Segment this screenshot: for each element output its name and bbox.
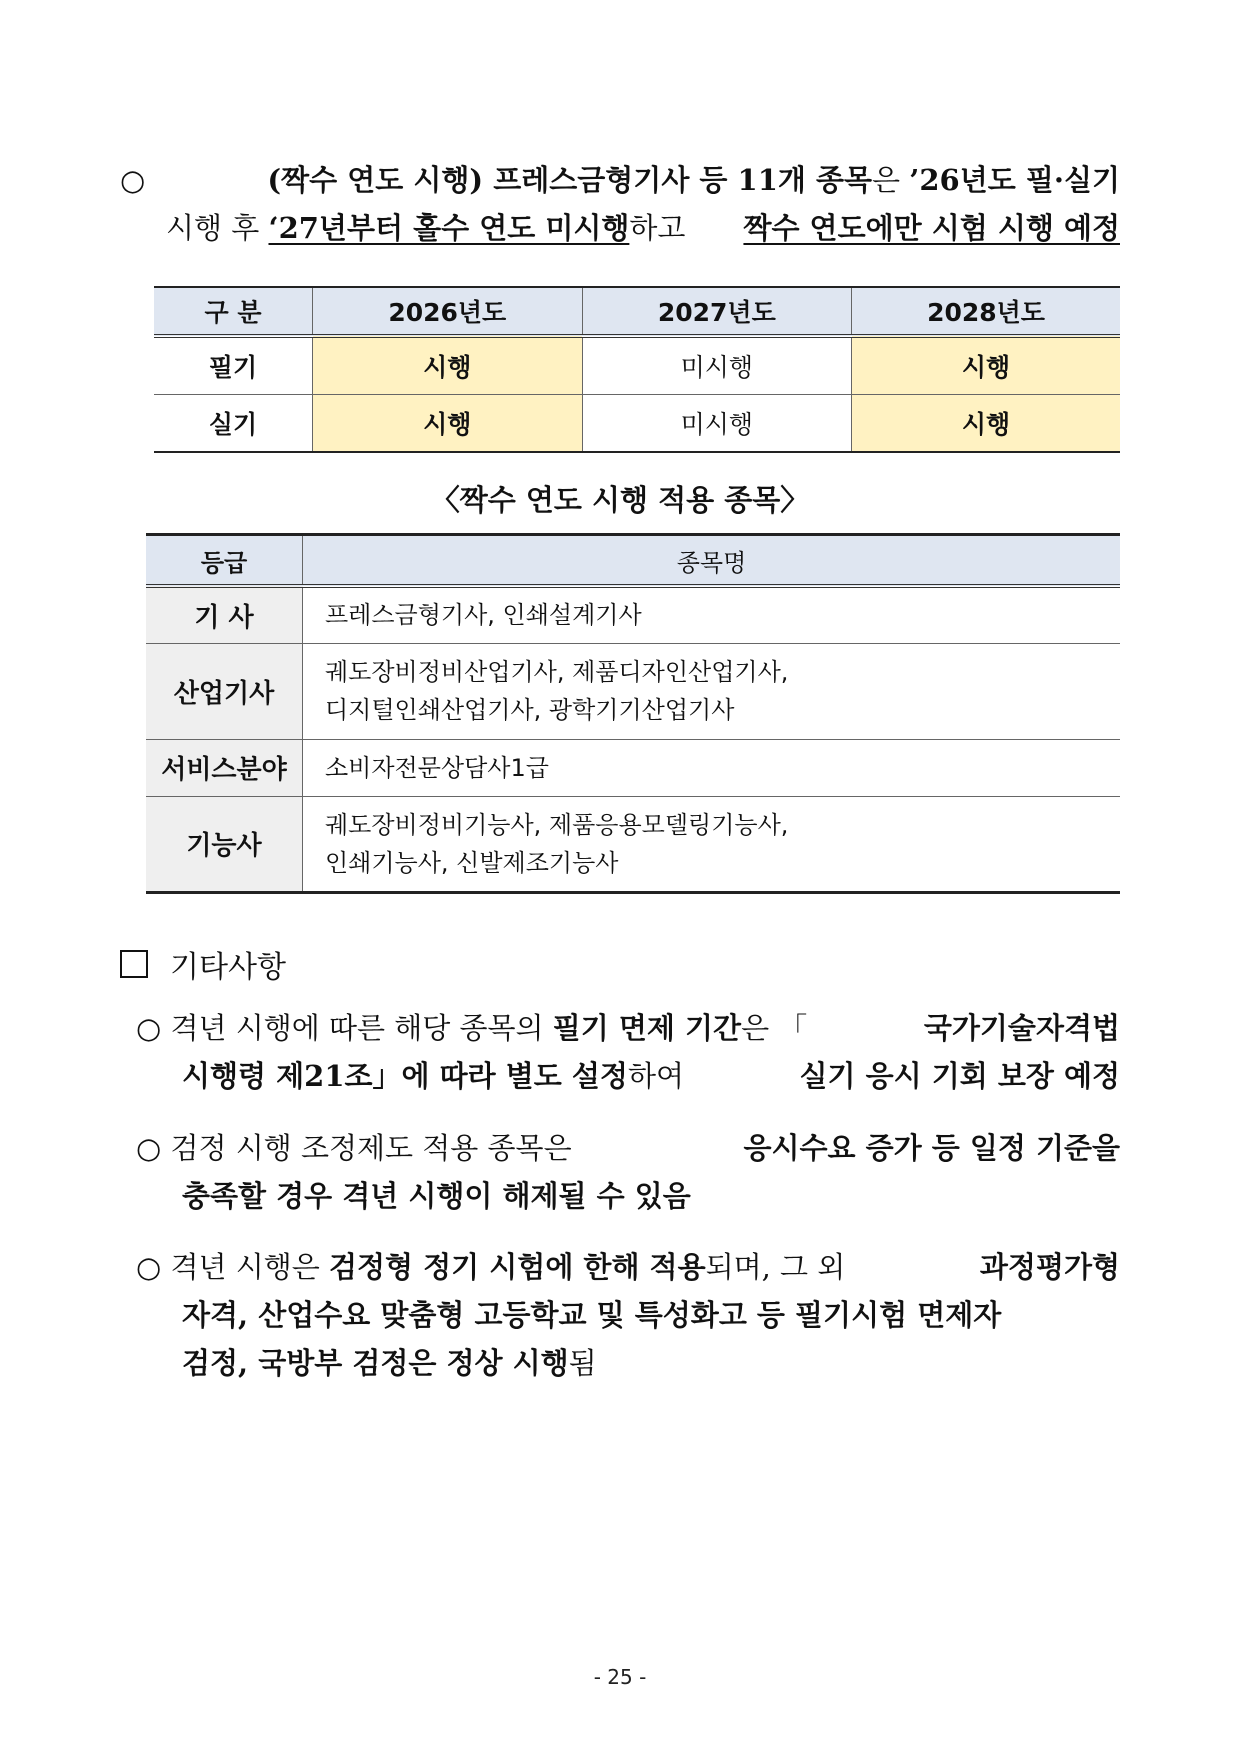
schedule-cell: 미시행 (582, 395, 852, 453)
items-name-line: 소비자전문상담사1급 (325, 753, 549, 782)
etc-item-1 (136, 1004, 1120, 1100)
items-name-line: 궤도장비정비산업기사, 제품디자인산업기사, (325, 658, 789, 686)
etc-bold-text: 」에 따라 (372, 1059, 506, 1093)
etc-bold-text: 응시수요 증가 등 일정 기준을 (743, 1131, 1120, 1165)
items-names (303, 643, 1121, 739)
items-names (303, 739, 1121, 796)
schedule-cell: 시행 (313, 336, 583, 395)
items-name-line: 궤도장비정비기능사, 제품응용모델링기능사, (325, 810, 789, 839)
schedule-cell: 미시행 (582, 336, 852, 395)
items-name-line: 프레스금형기사, 인쇄설계기사 (325, 601, 642, 630)
etc-bold-text: 실기 응시 기회 보장 예정 (799, 1059, 1120, 1093)
schedule-header-2026: 2026년도 (313, 287, 583, 336)
square-bullet-icon (120, 950, 148, 978)
section-1-line-2 (120, 204, 1120, 252)
section-1-text-b: 하고 (629, 211, 686, 245)
section-1-year-text: ’26년도 필·실기 (909, 163, 1120, 197)
etc-heading (120, 942, 286, 986)
items-grade: 산업기사 (146, 643, 303, 739)
etc-bold-text: 충족할 경우 격년 시행이 해제될 수 있음 (182, 1179, 691, 1213)
section-1-paragraph (120, 156, 1120, 252)
etc-item-2-line-2 (136, 1172, 1120, 1220)
schedule-cell: 시행 (852, 395, 1120, 453)
etc-item-3-line-3 (136, 1339, 1120, 1387)
items-table-caption: 〈짝수 연도 시행 적용 종목〉 (430, 483, 810, 517)
etc-item-3-line-1 (136, 1243, 1120, 1291)
etc-bold-text: 검정, 국방부 검정은 정상 시행 (182, 1346, 569, 1380)
etc-bold-text: 과정평가형 (979, 1250, 1120, 1284)
items-names (303, 796, 1121, 892)
etc-item-2-line-1 (136, 1124, 1120, 1172)
schedule-cell: 시행 (852, 336, 1120, 395)
etc-text: 하여 (627, 1059, 684, 1093)
section-1-text-a: 시행 후 (166, 211, 269, 245)
schedule-table (154, 286, 1120, 453)
section-1-particle: 은 (872, 163, 910, 197)
items-row (146, 739, 1120, 796)
etc-text: 됨 (568, 1346, 597, 1380)
etc-text: ○ 격년 시행은 (136, 1250, 330, 1284)
etc-bold-text: 자격, 산업수요 맞춤형 고등학교 및 특성화고 등 필기시험 면제자 (182, 1298, 1002, 1332)
etc-text: 은 「 (741, 1011, 808, 1045)
section-1-underlined-a: ‘27년부터 홀수 연도 미시행 (268, 211, 630, 245)
bullet-circle: ○ (120, 163, 146, 197)
items-grade: 기 사 (146, 586, 303, 643)
items-header-grade: 등급 (146, 535, 303, 587)
items-row (146, 586, 1120, 643)
etc-item-1-line-1 (136, 1004, 1120, 1052)
schedule-header-2027: 2027년도 (582, 287, 852, 336)
schedule-header-row (154, 287, 1120, 336)
items-header-name: 종목명 (303, 535, 1121, 587)
schedule-row-label: 실기 (154, 395, 313, 453)
etc-text: ○ 격년 시행에 따른 해당 종목의 (136, 1011, 553, 1045)
items-grade: 서비스분야 (146, 739, 303, 796)
etc-text: ○ 검정 시행 조정제도 적용 종목은 (136, 1131, 572, 1165)
schedule-header-category: 구 분 (154, 287, 313, 336)
section-1-heading-text: (짝수 연도 시행) 프레스금형기사 등 11개 종목 (267, 163, 873, 197)
etc-item-2 (136, 1124, 1120, 1220)
etc-text: 되며, 그 외 (705, 1250, 846, 1284)
etc-bold-text: 국가기술자격법 (923, 1011, 1120, 1045)
schedule-row-written (154, 336, 1120, 395)
etc-item-1-line-2 (136, 1052, 1120, 1100)
items-row (146, 643, 1120, 739)
schedule-header-2028: 2028년도 (852, 287, 1120, 336)
section-1-underlined-b: 짝수 연도에만 시험 시행 예정 (743, 211, 1120, 245)
etc-bold-text: 별도 설정 (505, 1059, 628, 1093)
items-header-row (146, 535, 1120, 587)
section-1-line-1 (120, 156, 1120, 204)
schedule-cell: 시행 (313, 395, 583, 453)
etc-item-3-line-2 (136, 1291, 1120, 1339)
page-number: - 25 - (593, 1665, 647, 1689)
items-name-line: 디지털인쇄산업기사, 광학기기산업기사 (325, 696, 735, 724)
schedule-row-practical (154, 395, 1120, 453)
items-row (146, 796, 1120, 892)
etc-bold-text: 필기 면제 기간 (552, 1011, 742, 1045)
items-names (303, 586, 1121, 643)
schedule-row-label: 필기 (154, 336, 313, 395)
etc-bold-text: 검정형 정기 시험에 한해 적용 (329, 1250, 706, 1284)
items-name-line: 인쇄기능사, 신발제조기능사 (325, 848, 619, 877)
items-table (146, 533, 1120, 894)
etc-item-3 (136, 1243, 1120, 1387)
etc-heading-title: 기타사항 (170, 950, 286, 985)
etc-bold-text: 시행령 제21조 (182, 1059, 373, 1093)
items-grade: 기능사 (146, 796, 303, 892)
